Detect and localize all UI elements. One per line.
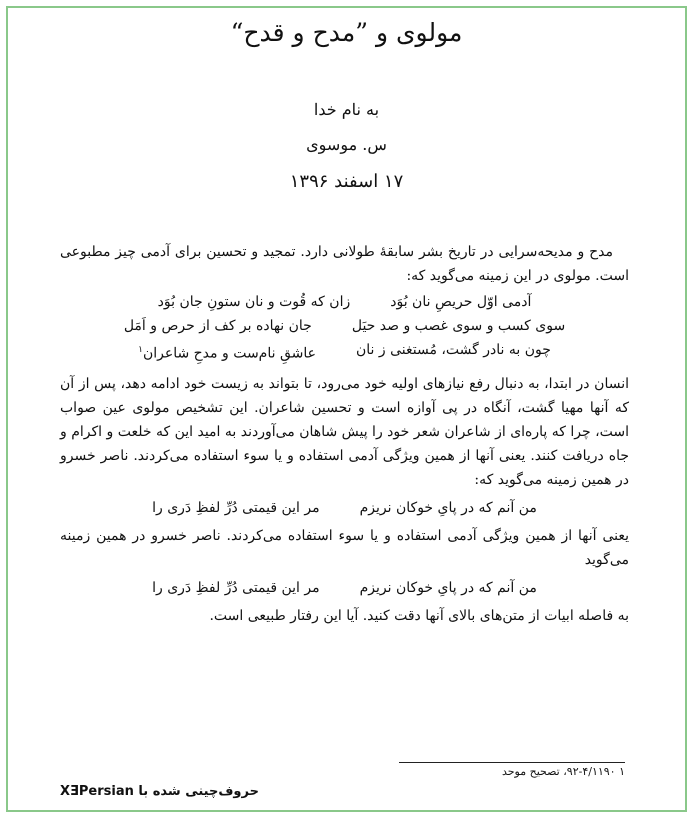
couplet-1 bbox=[60, 496, 629, 520]
hemistich-left: مر این قیمتی دُرِّ لفظِ دَری را bbox=[152, 499, 320, 516]
article-body bbox=[60, 240, 629, 628]
document-page bbox=[6, 6, 687, 812]
hemistich-left: مر این قیمتی دُرِّ لفظِ دَری را bbox=[152, 579, 320, 596]
document-date: ۱۷ اسفند ۱۳۹۶ bbox=[289, 171, 404, 192]
hemistich-right: چون به نادر گشت، مُستغنی ز نان bbox=[355, 342, 551, 358]
colophon: حروف‌چینی شده با XƎPersian bbox=[60, 784, 259, 799]
hemistich-left-text: عاشقِ نام‌ست و مدحِ شاعران bbox=[142, 345, 316, 362]
intro-paragraph: مدح و مدیحه‌سرایی در تاریخ بشر سابقهٔ طولانی دارد. تمجید و تحسین برای آدمی چیز مطبوعی است. مولوی در این زمینه می‌گوید که: bbox=[60, 244, 629, 284]
footnote-marker[interactable]: ۱ bbox=[138, 345, 143, 355]
paragraph-3: یعنی آنها از همین ویژگی آدمی استفاده و یا سوء استفاده می‌کردند. ناصر خسرو در همین زمینه می‌گوید bbox=[60, 527, 629, 568]
hemistich-right: من آنم که در پایِ خوکان نریزم bbox=[359, 579, 537, 596]
verse-block bbox=[60, 290, 629, 366]
basmala: به نام خدا bbox=[313, 100, 380, 119]
hemistich-right: من آنم که در پایِ خوکان نریزم bbox=[359, 499, 537, 516]
couplet-2 bbox=[60, 576, 629, 600]
verse-line bbox=[60, 290, 629, 314]
hemistich-right: سوی کسب و سوی غصب و صد حیَل bbox=[351, 318, 566, 334]
hemistich-left bbox=[138, 338, 316, 366]
hemistich-right: آدمی اوّل حریصِ نان بُوَد bbox=[390, 294, 532, 310]
paragraph-4: به فاصله ابیات از متن‌های بالای آنها دقت کنید. آیا این رفتار طبیعی است. bbox=[209, 607, 629, 624]
footnote: ۱ ۹۲-۴/۱۱۹۰، تصحیح موحد bbox=[501, 765, 625, 778]
hemistich-left: جان نهاده بر کف از حرص و اَمَل bbox=[123, 318, 312, 334]
page-title: مولوی و ”مدح و قدح“ bbox=[230, 18, 463, 47]
author-name: س. موسوی bbox=[306, 135, 387, 154]
paragraph-2: انسان در ابتدا، به دنبال رفع نیازهای اولیه خود می‌رود، تا بتواند به زیست خود ادامه دهد، پس از آن که آنها مهیا گشت، آنگاه در پی آوازه است و تحسین شاعران. این تشخیص مولوی عین صواب است، چرا که پاره‌ای از شاعران شعر خود را پیش شاهان می‌آوردند به امید این که خلعت و اکرام و جاه دریافت کنند. یعنی آنها از همین ویژگی آدمی استفاده و یا سوء استفاده می‌کردند. ناصر خسرو در همین زمینه می‌گوید که: bbox=[60, 375, 629, 488]
hemistich-left: زان که قُوت و نان ستونِ جان بُوَد bbox=[157, 294, 351, 310]
footnote-divider bbox=[399, 762, 625, 763]
verse-line bbox=[60, 338, 629, 366]
verse-line bbox=[60, 314, 629, 338]
